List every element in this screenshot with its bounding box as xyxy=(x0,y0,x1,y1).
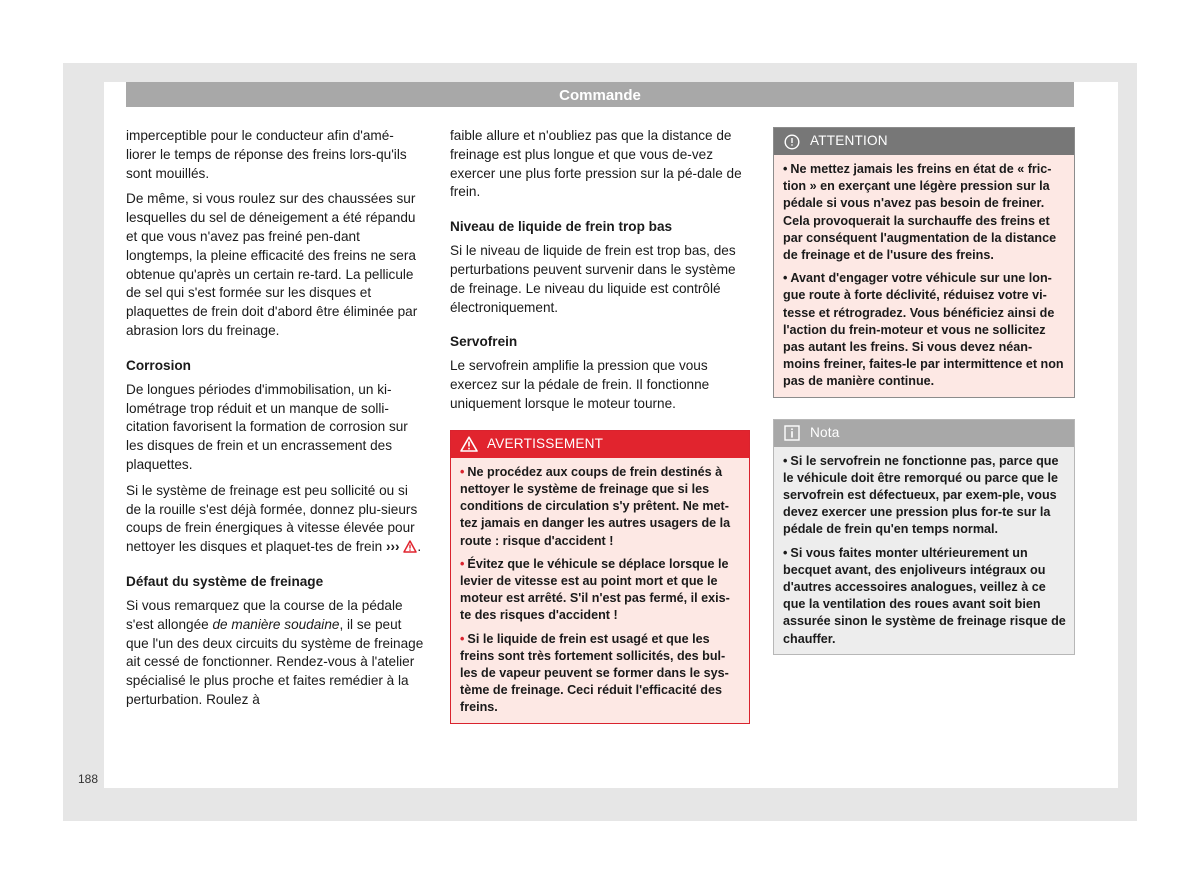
note-box-header xyxy=(774,420,1074,447)
bullet-icon: • xyxy=(460,556,465,571)
attention-box xyxy=(773,127,1075,398)
paragraph-text: Si le système de freinage est peu sollicité ou si de la rouille s'est déjà formée, donnez plu-sieurs coups de frein énergiques à vitesse élevée pour nettoyer les disques et plaquet-tes de frein xyxy=(126,482,418,555)
list-item-text: Si le liquide de frein est usagé et que les freins sont très fortement sollicités, des bul-les de vapeur peuvent se former dans le sys-tème de freinage. Ceci réduit l'efficacité des freins. xyxy=(460,631,729,715)
paragraph: imperceptible pour le conducteur afin d'amé-liorer le temps de réponse des freins lors-qu'ils sont mouillés. xyxy=(126,128,407,181)
list-item-text: Ne procédez aux coups de frein destinés à nettoyer le système de freinage que si les conditions de circulation s'y prêtent. Ne met-tez jamais en danger les autres usagers de la route : risque d'accident ! xyxy=(460,464,731,548)
bullet-icon: • xyxy=(783,162,788,176)
paragraph: Le servofrein amplifie la pression que vous exercez sur la pédale de frein. Il fonctionne uniquement lorsque le moteur tourne. xyxy=(450,358,710,411)
list-item-text: Évitez que le véhicule se déplace lorsque le levier de vitesse est au point mort et que le moteur est arrêté. S'il n'est pas fermé, il exis-te des risques d'accident ! xyxy=(460,556,730,623)
attention-box-body xyxy=(774,155,1074,397)
paragraph-with-ref: Si le système de freinage est peu sollicité ou si de la rouille s'est déjà formée, donnez plu-sieurs coups de frein énergiques à vitesse élevée pour nettoyer les disques et plaquet-tes de frein ››› . xyxy=(126,482,422,555)
list-item-text: Avant d'engager votre véhicule sur une lon-gue route à forte déclivité, réduisez votre vi-tesse et rétrogradez. Vous bénéficiez ainsi de l'action du frein-moteur et vous ne sollicitez pas autant les freins. Si vous devez néan-moins freiner, faites-le par intermittence et non pas de manière continue. xyxy=(783,271,1064,389)
note-box-title: Nota xyxy=(810,424,840,440)
paragraph: faible allure et n'oubliez pas que la distance de freinage est plus longue et que vous de-vez exercer une plus forte pression sur la pé-dale de frein. xyxy=(450,128,742,200)
list-item xyxy=(783,270,1066,390)
chevrons-icon: ››› xyxy=(385,539,400,555)
list-item-text: Ne mettez jamais les freins en état de « fric-tion » en exerçant une légère pression sur la pédale si vous n'avez pas besoin de freiner. Cela provoquerait la surchauffe des freins et par conséquent l'augmentation de la distance de freinage et de l'usure des freins. xyxy=(783,162,1057,263)
list-item xyxy=(460,464,741,550)
warning-triangle-icon xyxy=(403,540,417,553)
heading-corrosion: Corrosion xyxy=(126,357,191,373)
paragraph-text: , il se peut que l'un des deux circuits du système de freinage ait cessé de fonctionner. Rendez-vous à l'atelier spécialisé le plus proche et faites remédier à la perturbation. Roulez à xyxy=(126,616,424,707)
exclamation-circle-icon xyxy=(783,133,801,151)
paragraph xyxy=(126,597,424,710)
warning-triangle-icon xyxy=(460,435,478,453)
paragraph: De même, si vous roulez sur des chaussées sur lesquelles du sel de déneigement a été répandu et que vous n'avez pas freiné pen-dant longtemps, la pleine efficacité des freins ne sera obtenue qu'après un certain re-tard. La pellicule de sel qui s'est formée sur les disques et plaquettes de frein doit d'abord être éliminée par abrasion lors du freinage. xyxy=(126,191,418,338)
bullet-icon: • xyxy=(783,271,788,286)
list-item-text: Si vous faites monter ultérieurement un becquet avant, des enjoliveurs intégraux ou d'autres accessoires analogues, veillez à ce que la ventilation des roues avant soit bien assurée sinon le système de freinage risque de chauffer. xyxy=(783,545,1066,646)
section-header: Commande xyxy=(126,82,1074,107)
paragraph-text: Si vous remarquez que la course de la pédale s'est allongée xyxy=(126,597,403,632)
column-middle xyxy=(450,127,750,724)
bullet-icon: • xyxy=(783,453,788,468)
note-box xyxy=(773,419,1075,655)
column-left xyxy=(126,127,424,717)
list-item xyxy=(783,161,1066,264)
warning-box xyxy=(450,430,750,724)
heading-servofrein: Servofrein xyxy=(450,334,518,350)
page-number: 188 xyxy=(78,772,99,786)
warning-box-header xyxy=(451,431,749,458)
bullet-icon: • xyxy=(460,464,465,479)
list-item-text: Si le servofrein ne fonctionne pas, parce que le véhicule doit être remorqué ou parce que le servofrein est défectueux, par exem-ple, vous devez exercer une pression plus for-te sur la pédale de frein qu'en temps normal. xyxy=(783,453,1059,537)
note-box-body xyxy=(774,447,1074,654)
list-item xyxy=(783,545,1066,648)
warning-box-body xyxy=(451,458,749,723)
heading-niveau-liquide: Niveau de liquide de frein trop bas xyxy=(450,219,673,235)
bullet-icon: • xyxy=(460,631,465,646)
emphasis-text: de manière soudaine xyxy=(212,616,340,632)
paragraph: De longues périodes d'immobilisation, un ki-lométrage trop réduit et un manque de solli-citation favorisent la formation de corrosion sur les disques de frein et un encrassement des plaquettes. xyxy=(126,381,408,472)
heading-defaut-freinage: Défaut du système de freinage xyxy=(126,573,324,589)
column-right xyxy=(773,127,1075,655)
list-item xyxy=(460,556,741,625)
info-square-icon xyxy=(783,424,801,442)
bullet-icon: • xyxy=(783,545,788,560)
cross-reference[interactable] xyxy=(386,539,417,554)
list-item xyxy=(460,631,741,717)
paragraph: Si le niveau de liquide de frein est trop bas, des perturbations peuvent survenir dans le système de freinage. Le niveau du liquide est contrôlé électroniquement. xyxy=(450,243,736,315)
warning-box-title: AVERTISSEMENT xyxy=(487,435,604,451)
attention-box-header xyxy=(774,128,1074,155)
attention-box-title: ATTENTION xyxy=(810,133,888,149)
list-item xyxy=(783,453,1066,539)
